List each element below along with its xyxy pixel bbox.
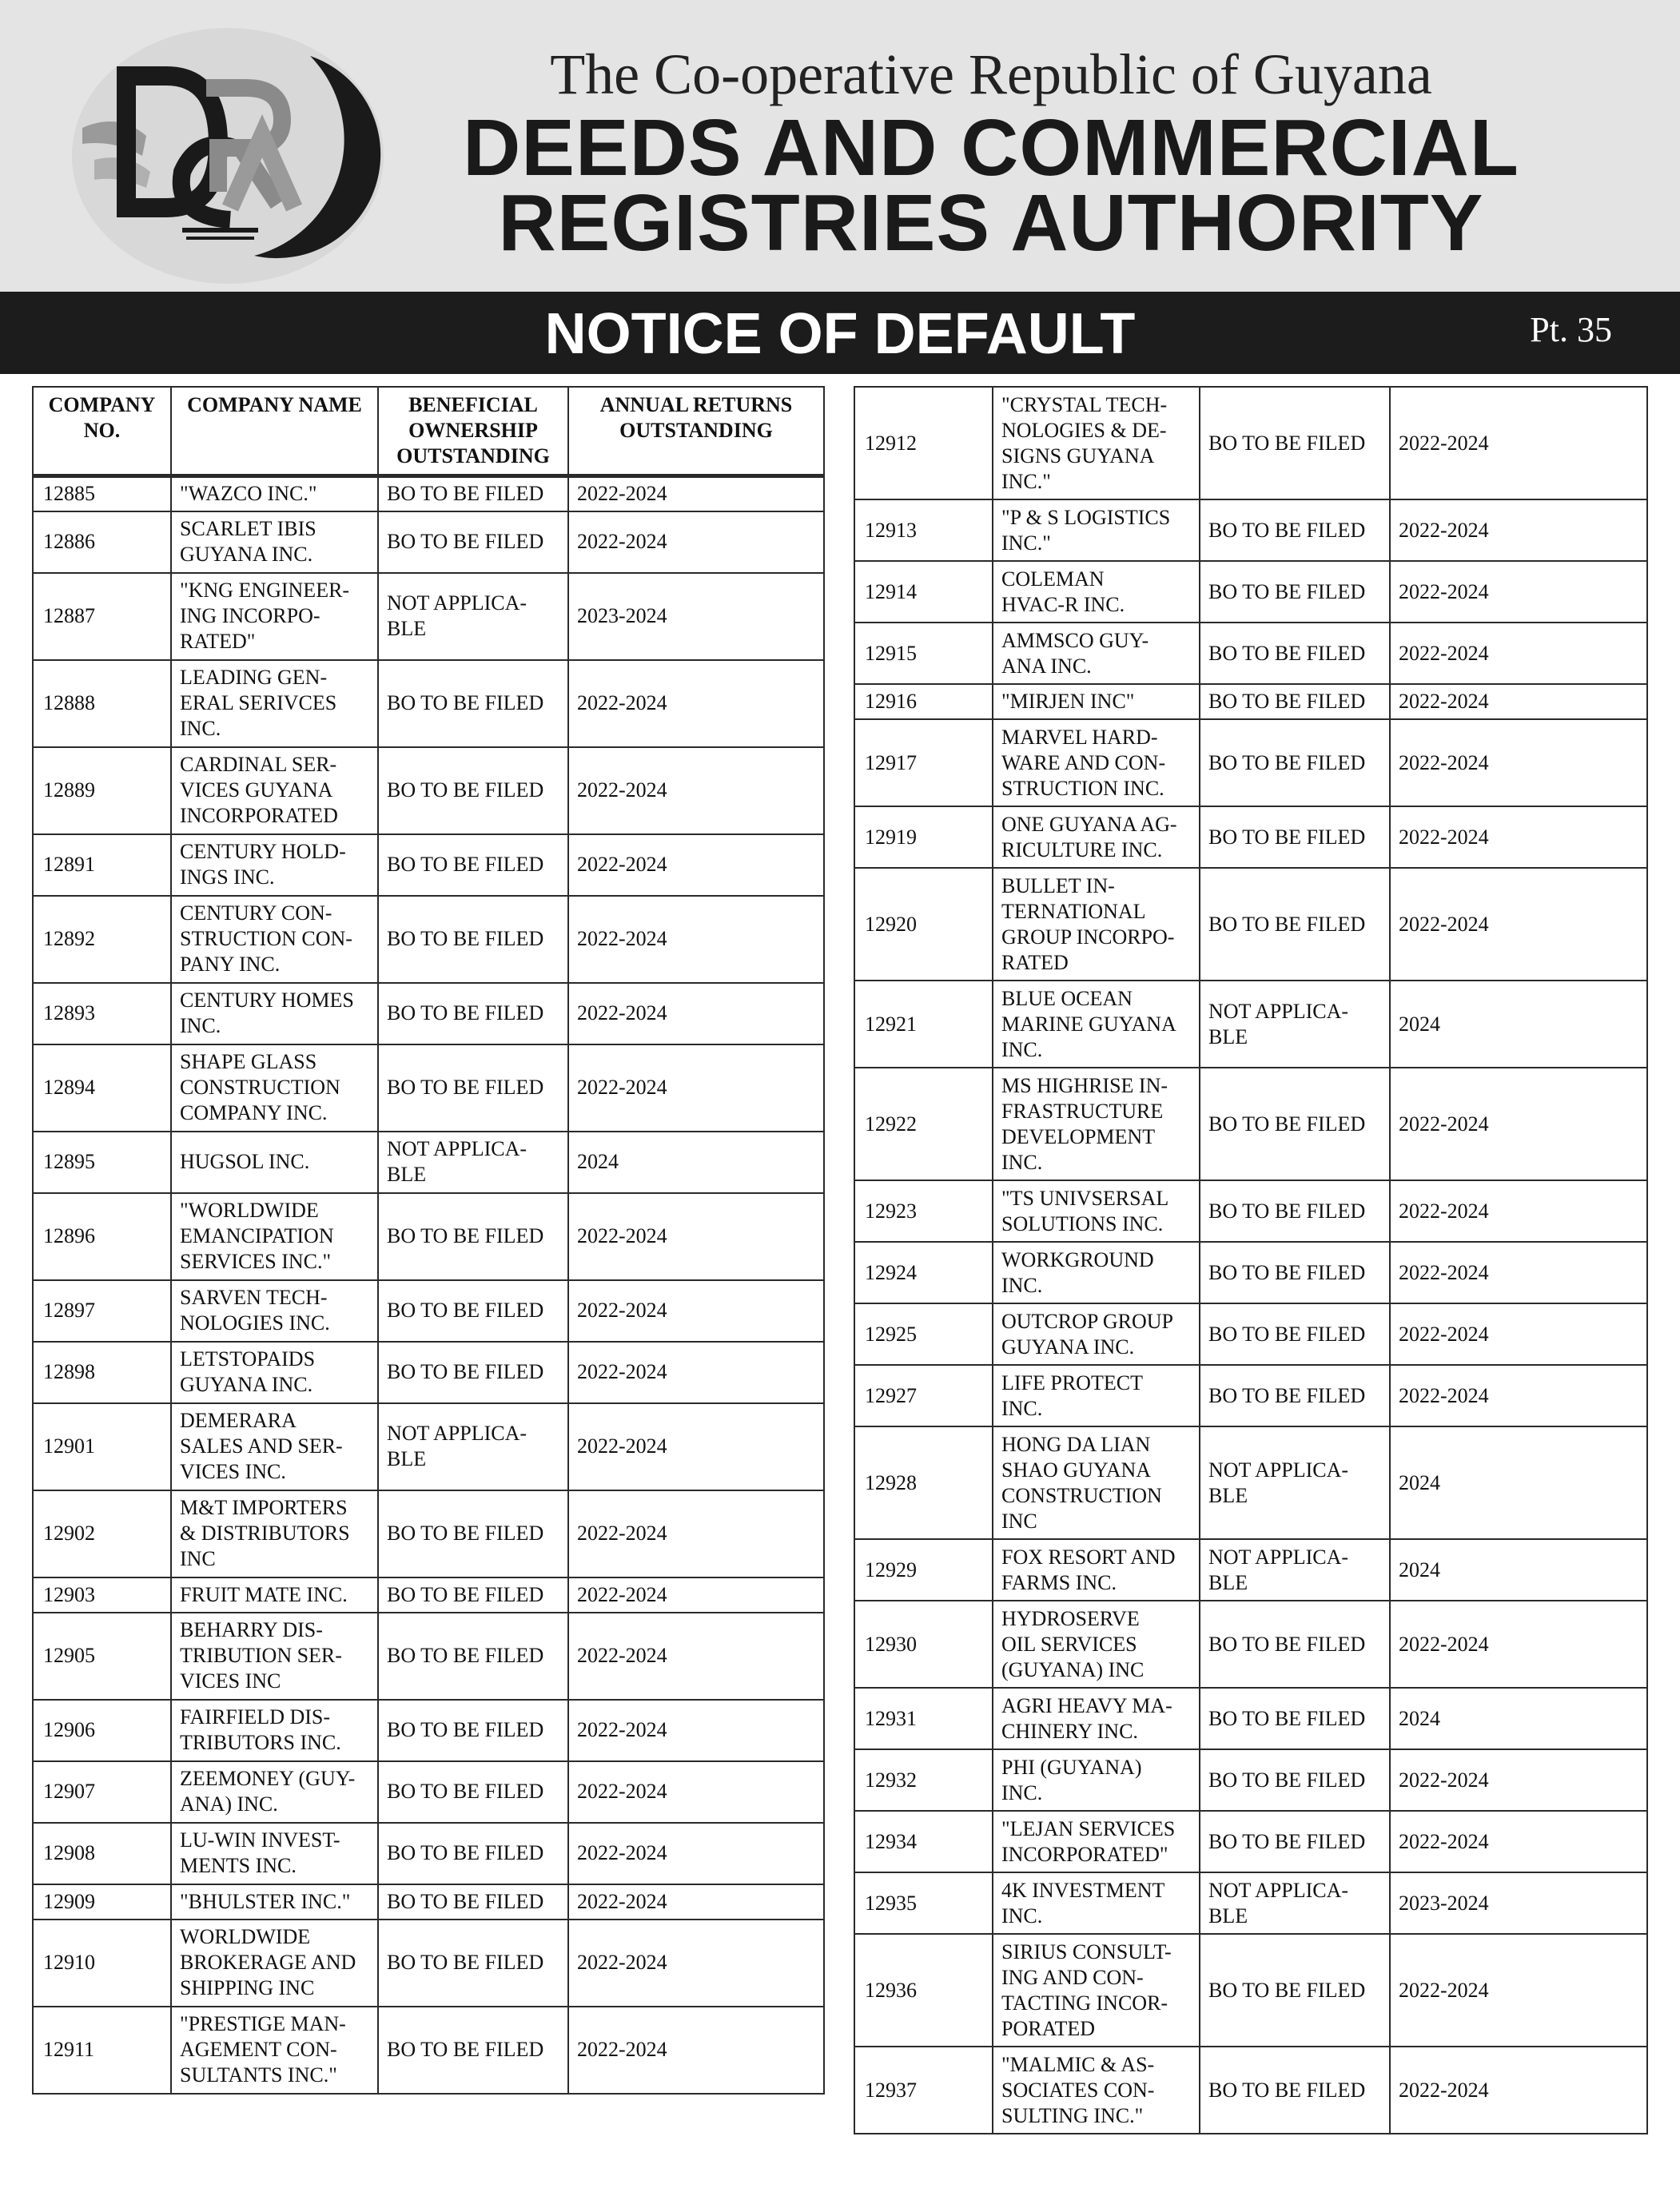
company-no-cell: 12934 — [854, 1811, 993, 1872]
company-no-cell: 12907 — [33, 1761, 171, 1823]
annual-returns-cell: 2022-2024 — [568, 1403, 824, 1490]
annual-returns-cell: 2024 — [1390, 981, 1647, 1068]
company-name-cell: MS HIGHRISE IN- FRASTRUCTURE DEVELOPMENT INC. — [993, 1068, 1200, 1180]
notice-title: NOTICE OF DEFAULT — [544, 302, 1136, 366]
company-no-cell: 12923 — [854, 1180, 993, 1242]
table-row — [33, 1700, 824, 1761]
col-header-company-no: COMPANY NO. — [33, 387, 171, 476]
col-header-company-name: COMPANY NAME — [171, 387, 378, 476]
beneficial-ownership-cell: BO TO BE FILED — [378, 1920, 568, 2007]
company-name-cell: HYDROSERVE OIL SERVICES (GUYANA) INC — [993, 1601, 1200, 1688]
annual-returns-cell: 2022-2024 — [568, 511, 824, 573]
default-table-right — [854, 386, 1648, 2134]
company-name-cell: "KNG ENGINEER- ING INCORPO- RATED" — [171, 573, 378, 660]
annual-returns-cell: 2022-2024 — [1390, 1068, 1647, 1180]
company-no-cell: 12919 — [854, 806, 993, 868]
table-row — [33, 1577, 824, 1613]
table-row — [33, 834, 824, 896]
table-row — [854, 1365, 1647, 1426]
company-name-cell: M&T IMPORTERS & DISTRIBUTORS INC — [171, 1490, 378, 1577]
table-row — [854, 1872, 1647, 1934]
company-name-cell: WORLDWIDE BROKERAGE AND SHIPPING INC — [171, 1920, 378, 2007]
company-name-cell: BEHARRY DIS- TRIBUTION SER- VICES INC — [171, 1613, 378, 1700]
annual-returns-cell: 2022-2024 — [1390, 2047, 1647, 2134]
beneficial-ownership-cell: NOT APPLICA- BLE — [378, 1132, 568, 1193]
table-row — [33, 1132, 824, 1193]
company-no-cell: 12888 — [33, 660, 171, 747]
company-name-cell: OUTCROP GROUP GUYANA INC. — [993, 1303, 1200, 1365]
beneficial-ownership-cell: BO TO BE FILED — [378, 1280, 568, 1342]
company-name-cell: LU-WIN INVEST- MENTS INC. — [171, 1823, 378, 1884]
annual-returns-cell: 2023-2024 — [1390, 1872, 1647, 1934]
table-row — [854, 561, 1647, 623]
company-name-cell: "CRYSTAL TECH- NOLOGIES & DE- SIGNS GUYANA INC." — [993, 387, 1200, 499]
dcra-logo — [70, 24, 386, 288]
company-name-cell: SIRIUS CONSULT- ING AND CON- TACTING INCOR- PORATED — [993, 1934, 1200, 2047]
beneficial-ownership-cell: BO TO BE FILED — [1200, 1688, 1390, 1749]
beneficial-ownership-cell: BO TO BE FILED — [378, 896, 568, 983]
company-no-cell: 12937 — [854, 2047, 993, 2134]
masthead — [0, 0, 1680, 292]
company-no-cell: 12901 — [33, 1403, 171, 1490]
beneficial-ownership-cell: BO TO BE FILED — [1200, 387, 1390, 499]
table-row — [854, 1811, 1647, 1872]
annual-returns-cell: 2022-2024 — [1390, 1749, 1647, 1811]
company-no-cell: 12909 — [33, 1884, 171, 1920]
company-name-cell: SARVEN TECH- NOLOGIES INC. — [171, 1280, 378, 1342]
authority-title-line2: REGISTRIES AUTHORITY — [498, 178, 1484, 268]
company-name-cell: "MIRJEN INC" — [993, 684, 1200, 719]
company-no-cell: 12921 — [854, 981, 993, 1068]
company-name-cell: DEMERARA SALES AND SER- VICES INC. — [171, 1403, 378, 1490]
table-row — [854, 1180, 1647, 1242]
beneficial-ownership-cell: BO TO BE FILED — [1200, 1811, 1390, 1872]
table-row — [854, 1539, 1647, 1601]
table-row — [854, 1749, 1647, 1811]
company-name-cell: CENTURY CON- STRUCTION CON- PANY INC. — [171, 896, 378, 983]
beneficial-ownership-cell: BO TO BE FILED — [1200, 868, 1390, 981]
company-name-cell: FRUIT MATE INC. — [171, 1577, 378, 1613]
company-name-cell: AMMSCO GUY- ANA INC. — [993, 623, 1200, 684]
company-no-cell: 12903 — [33, 1577, 171, 1613]
company-no-cell: 12896 — [33, 1193, 171, 1280]
company-no-cell: 12935 — [854, 1872, 993, 1934]
beneficial-ownership-cell: BO TO BE FILED — [1200, 1749, 1390, 1811]
company-no-cell: 12893 — [33, 983, 171, 1044]
company-no-cell: 12925 — [854, 1303, 993, 1365]
annual-returns-cell: 2022-2024 — [1390, 719, 1647, 806]
beneficial-ownership-cell: NOT APPLICA- BLE — [1200, 1426, 1390, 1539]
beneficial-ownership-cell: BO TO BE FILED — [1200, 623, 1390, 684]
company-no-cell: 12905 — [33, 1613, 171, 1700]
company-name-cell: MARVEL HARD- WARE AND CON- STRUCTION INC. — [993, 719, 1200, 806]
annual-returns-cell: 2022-2024 — [568, 1761, 824, 1823]
annual-returns-cell: 2022-2024 — [1390, 684, 1647, 719]
annual-returns-cell: 2022-2024 — [568, 1342, 824, 1403]
beneficial-ownership-cell: BO TO BE FILED — [1200, 1934, 1390, 2047]
company-no-cell: 12906 — [33, 1700, 171, 1761]
company-no-cell: 12936 — [854, 1934, 993, 2047]
beneficial-ownership-cell: BO TO BE FILED — [378, 1044, 568, 1132]
company-name-cell: ONE GUYANA AG- RICULTURE INC. — [993, 806, 1200, 868]
annual-returns-cell: 2024 — [1390, 1426, 1647, 1539]
beneficial-ownership-cell: BO TO BE FILED — [378, 1823, 568, 1884]
annual-returns-cell: 2022-2024 — [1390, 1811, 1647, 1872]
annual-returns-cell: 2024 — [1390, 1539, 1647, 1601]
table-row — [854, 2047, 1647, 2134]
company-no-cell: 12932 — [854, 1749, 993, 1811]
table-row — [33, 1920, 824, 2007]
beneficial-ownership-cell: BO TO BE FILED — [1200, 1303, 1390, 1365]
table-body-right — [854, 387, 1647, 2134]
beneficial-ownership-cell: BO TO BE FILED — [378, 1761, 568, 1823]
table-row — [854, 719, 1647, 806]
annual-returns-cell: 2022-2024 — [568, 1613, 824, 1700]
table-row — [33, 476, 824, 511]
beneficial-ownership-cell: BO TO BE FILED — [1200, 1365, 1390, 1426]
annual-returns-cell: 2022-2024 — [568, 983, 824, 1044]
beneficial-ownership-cell: BO TO BE FILED — [378, 1700, 568, 1761]
company-name-cell: ZEEMONEY (GUY- ANA) INC. — [171, 1761, 378, 1823]
company-name-cell: LIFE PROTECT INC. — [993, 1365, 1200, 1426]
company-no-cell: 12885 — [33, 476, 171, 511]
annual-returns-cell: 2022-2024 — [568, 834, 824, 896]
beneficial-ownership-cell: BO TO BE FILED — [378, 476, 568, 511]
company-name-cell: COLEMAN HVAC-R INC. — [993, 561, 1200, 623]
annual-returns-cell: 2024 — [568, 1132, 824, 1193]
company-name-cell: FOX RESORT AND FARMS INC. — [993, 1539, 1200, 1601]
beneficial-ownership-cell: BO TO BE FILED — [378, 1342, 568, 1403]
table-row — [33, 983, 824, 1044]
table-row — [33, 747, 824, 834]
annual-returns-cell: 2022-2024 — [1390, 1601, 1647, 1688]
annual-returns-cell: 2022-2024 — [568, 1280, 824, 1342]
annual-returns-cell: 2022-2024 — [568, 1920, 824, 2007]
company-name-cell: PHI (GUYANA) INC. — [993, 1749, 1200, 1811]
table-row — [33, 660, 824, 747]
beneficial-ownership-cell: BO TO BE FILED — [378, 1613, 568, 1700]
company-no-cell: 12929 — [854, 1539, 993, 1601]
company-no-cell: 12931 — [854, 1688, 993, 1749]
beneficial-ownership-cell: BO TO BE FILED — [1200, 1242, 1390, 1303]
company-name-cell: HONG DA LIAN SHAO GUYANA CONSTRUCTION INC — [993, 1426, 1200, 1539]
beneficial-ownership-cell: BO TO BE FILED — [378, 511, 568, 573]
annual-returns-cell: 2022-2024 — [568, 476, 824, 511]
company-name-cell: "BHULSTER INC." — [171, 1884, 378, 1920]
authority-title-line1: DEEDS AND COMMERCIAL — [463, 103, 1519, 193]
company-no-cell: 12915 — [854, 623, 993, 684]
beneficial-ownership-cell: NOT APPLICA- BLE — [378, 573, 568, 660]
annual-returns-cell: 2022-2024 — [1390, 561, 1647, 623]
notice-banner — [0, 292, 1680, 374]
annual-returns-cell: 2022-2024 — [1390, 1180, 1647, 1242]
part-number: Pt. 35 — [1530, 310, 1612, 349]
beneficial-ownership-cell: BO TO BE FILED — [378, 1490, 568, 1577]
beneficial-ownership-cell: BO TO BE FILED — [1200, 719, 1390, 806]
annual-returns-cell: 2022-2024 — [568, 1577, 824, 1613]
company-no-cell: 12928 — [854, 1426, 993, 1539]
annual-returns-cell: 2022-2024 — [1390, 1303, 1647, 1365]
beneficial-ownership-cell: BO TO BE FILED — [1200, 561, 1390, 623]
beneficial-ownership-cell: BO TO BE FILED — [378, 2007, 568, 2094]
table-row — [854, 806, 1647, 868]
col-header-beneficial: BENEFICIAL OWNERSHIP OUTSTANDING — [378, 387, 568, 476]
company-no-cell: 12913 — [854, 499, 993, 561]
beneficial-ownership-cell: BO TO BE FILED — [378, 834, 568, 896]
table-row — [854, 1601, 1647, 1688]
table-row — [33, 1280, 824, 1342]
company-no-cell: 12886 — [33, 511, 171, 573]
annual-returns-cell: 2022-2024 — [568, 1490, 824, 1577]
annual-returns-cell: 2022-2024 — [568, 747, 824, 834]
company-no-cell: 12887 — [33, 573, 171, 660]
annual-returns-cell: 2024 — [1390, 1688, 1647, 1749]
annual-returns-cell: 2022-2024 — [1390, 868, 1647, 981]
annual-returns-cell: 2022-2024 — [1390, 1365, 1647, 1426]
company-no-cell: 12930 — [854, 1601, 993, 1688]
col-header-annual: ANNUAL RETURNS OUTSTANDING — [568, 387, 824, 476]
company-name-cell: CARDINAL SER- VICES GUYANA INCORPORATED — [171, 747, 378, 834]
company-name-cell: "TS UNIVSERSAL SOLUTIONS INC. — [993, 1180, 1200, 1242]
table-row — [33, 2007, 824, 2094]
company-no-cell: 12911 — [33, 2007, 171, 2094]
annual-returns-cell: 2022-2024 — [568, 1823, 824, 1884]
company-name-cell: BLUE OCEAN MARINE GUYANA INC. — [993, 981, 1200, 1068]
annual-returns-cell: 2022-2024 — [1390, 623, 1647, 684]
company-name-cell: "WORLDWIDE EMANCIPATION SERVICES INC." — [171, 1193, 378, 1280]
beneficial-ownership-cell: BO TO BE FILED — [378, 1193, 568, 1280]
beneficial-ownership-cell: BO TO BE FILED — [378, 747, 568, 834]
table-row — [854, 1303, 1647, 1365]
company-name-cell: "LEJAN SERVICES INCORPORATED" — [993, 1811, 1200, 1872]
annual-returns-cell: 2022-2024 — [1390, 499, 1647, 561]
company-name-cell: LEADING GEN- ERAL SERIVCES INC. — [171, 660, 378, 747]
default-table-left — [32, 386, 825, 2095]
table-row — [33, 1761, 824, 1823]
company-name-cell: SCARLET IBIS GUYANA INC. — [171, 511, 378, 573]
beneficial-ownership-cell: BO TO BE FILED — [1200, 806, 1390, 868]
annual-returns-cell: 2022-2024 — [568, 1193, 824, 1280]
beneficial-ownership-cell: BO TO BE FILED — [378, 1884, 568, 1920]
republic-name: The Co-operative Republic of Guyana — [550, 42, 1432, 106]
dcra-logo-icon — [70, 24, 386, 288]
table-row — [33, 573, 824, 660]
table-body-left — [33, 476, 824, 2094]
company-name-cell: 4K INVESTMENT INC. — [993, 1872, 1200, 1934]
beneficial-ownership-cell: BO TO BE FILED — [1200, 1180, 1390, 1242]
annual-returns-cell: 2022-2024 — [568, 1700, 824, 1761]
beneficial-ownership-cell: BO TO BE FILED — [1200, 1601, 1390, 1688]
company-name-cell: "PRESTIGE MAN- AGEMENT CON- SULTANTS INC." — [171, 2007, 378, 2094]
company-no-cell: 12894 — [33, 1044, 171, 1132]
table-row — [33, 1613, 824, 1700]
beneficial-ownership-cell: BO TO BE FILED — [378, 983, 568, 1044]
table-row — [33, 1342, 824, 1403]
annual-returns-cell: 2022-2024 — [568, 2007, 824, 2094]
company-name-cell: CENTURY HOMES INC. — [171, 983, 378, 1044]
table-header-row — [33, 387, 824, 476]
company-name-cell: BULLET IN- TERNATIONAL GROUP INCORPO- RATED — [993, 868, 1200, 981]
annual-returns-cell: 2023-2024 — [568, 573, 824, 660]
table-row — [33, 896, 824, 983]
table-row — [33, 1403, 824, 1490]
company-name-cell: FAIRFIELD DIS- TRIBUTORS INC. — [171, 1700, 378, 1761]
company-no-cell: 12889 — [33, 747, 171, 834]
company-name-cell: HUGSOL INC. — [171, 1132, 378, 1193]
table-row — [33, 511, 824, 573]
company-no-cell: 12916 — [854, 684, 993, 719]
company-no-cell: 12908 — [33, 1823, 171, 1884]
beneficial-ownership-cell: BO TO BE FILED — [1200, 2047, 1390, 2134]
beneficial-ownership-cell: NOT APPLICA- BLE — [378, 1403, 568, 1490]
company-no-cell: 12891 — [33, 834, 171, 896]
company-no-cell: 12912 — [854, 387, 993, 499]
beneficial-ownership-cell: NOT APPLICA- BLE — [1200, 981, 1390, 1068]
table-row — [854, 1688, 1647, 1749]
company-no-cell: 12927 — [854, 1365, 993, 1426]
beneficial-ownership-cell: BO TO BE FILED — [1200, 499, 1390, 561]
table-row — [33, 1193, 824, 1280]
annual-returns-cell: 2022-2024 — [568, 896, 824, 983]
company-no-cell: 12920 — [854, 868, 993, 981]
company-no-cell: 12898 — [33, 1342, 171, 1403]
table-row — [854, 1068, 1647, 1180]
table-row — [854, 1934, 1647, 2047]
table-row — [33, 1044, 824, 1132]
annual-returns-cell: 2022-2024 — [568, 660, 824, 747]
company-no-cell: 12910 — [33, 1920, 171, 2007]
company-no-cell: 12902 — [33, 1490, 171, 1577]
annual-returns-cell: 2022-2024 — [1390, 387, 1647, 499]
table-row — [854, 1242, 1647, 1303]
company-name-cell: LETSTOPAIDS GUYANA INC. — [171, 1342, 378, 1403]
company-no-cell: 12917 — [854, 719, 993, 806]
table-row — [854, 684, 1647, 719]
table-row — [854, 499, 1647, 561]
beneficial-ownership-cell: NOT APPLICA- BLE — [1200, 1872, 1390, 1934]
company-no-cell: 12895 — [33, 1132, 171, 1193]
table-row — [33, 1823, 824, 1884]
annual-returns-cell: 2022-2024 — [1390, 1242, 1647, 1303]
company-no-cell: 12892 — [33, 896, 171, 983]
annual-returns-cell: 2022-2024 — [568, 1044, 824, 1132]
beneficial-ownership-cell: BO TO BE FILED — [378, 1577, 568, 1613]
beneficial-ownership-cell: BO TO BE FILED — [1200, 684, 1390, 719]
company-name-cell: SHAPE GLASS CONSTRUCTION COMPANY INC. — [171, 1044, 378, 1132]
company-no-cell: 12897 — [33, 1280, 171, 1342]
table-row — [854, 981, 1647, 1068]
company-name-cell: AGRI HEAVY MA- CHINERY INC. — [993, 1688, 1200, 1749]
company-name-cell: "MALMIC & AS- SOCIATES CON- SULTING INC." — [993, 2047, 1200, 2134]
beneficial-ownership-cell: BO TO BE FILED — [1200, 1068, 1390, 1180]
company-name-cell: "WAZCO INC." — [171, 476, 378, 511]
company-name-cell: WORKGROUND INC. — [993, 1242, 1200, 1303]
beneficial-ownership-cell: NOT APPLICA- BLE — [1200, 1539, 1390, 1601]
table-row — [854, 1426, 1647, 1539]
table-row — [854, 868, 1647, 981]
table-row — [33, 1884, 824, 1920]
table-row — [33, 1490, 824, 1577]
company-no-cell: 12922 — [854, 1068, 993, 1180]
company-name-cell: CENTURY HOLD- INGS INC. — [171, 834, 378, 896]
annual-returns-cell: 2022-2024 — [568, 1884, 824, 1920]
annual-returns-cell: 2022-2024 — [1390, 806, 1647, 868]
company-no-cell: 12924 — [854, 1242, 993, 1303]
table-row — [854, 387, 1647, 499]
beneficial-ownership-cell: BO TO BE FILED — [378, 660, 568, 747]
table-row — [854, 623, 1647, 684]
annual-returns-cell: 2022-2024 — [1390, 1934, 1647, 2047]
company-name-cell: "P & S LOGISTICS INC." — [993, 499, 1200, 561]
company-no-cell: 12914 — [854, 561, 993, 623]
